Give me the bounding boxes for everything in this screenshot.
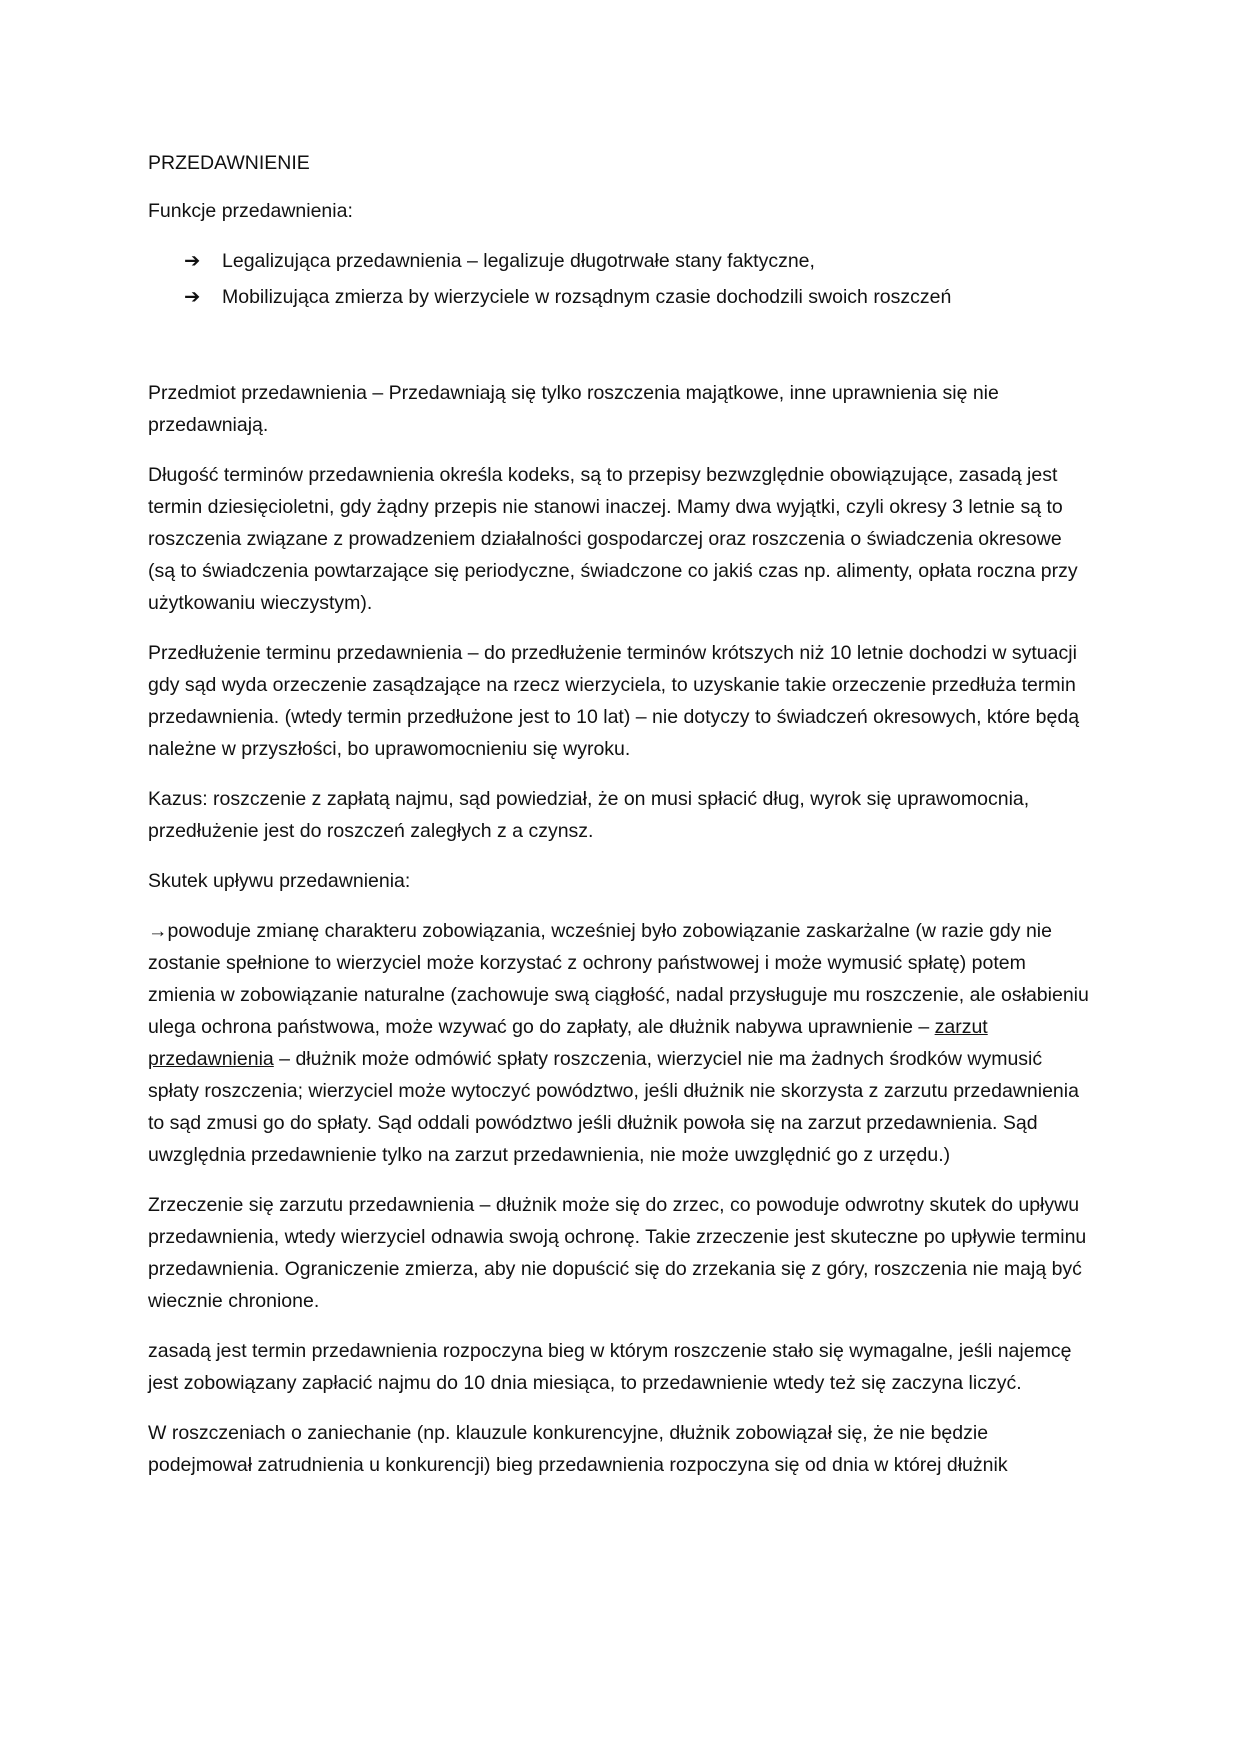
paragraph-zrzeczenie: Zrzeczenie się zarzutu przedawnienia – dłużnik może się do zrzec, co powoduje odwrotny skutek do upływu przedawnienia, wtedy wierzyciel odnawia swoją ochronę. Takie zrzeczenie jest skuteczne po upływie terminu przedawnienia. Ograniczenie zmierza, aby nie dopuścić się do zrzekania się z góry, roszczenia nie mają być wiecznie chronione.	[148, 1194, 1087, 1312]
list-item	[184, 281, 1090, 313]
paragraph-skutek-part1: powoduje zmianę charakteru zobowiązania, wcześniej było zobowiązanie zaskarżalne (w razie gdy nie zostanie spełnione to wierzyciel może korzystać z ochrony państwowej i może wymusić spłatę) potem zmienia w zobowiązanie naturalne (zachowuje swą ciągłość, nadal przysługuje mu roszczenie, ale osłabieniu ulega ochrona państwowa, może wzywać go do zapłaty, ale dłużnik nabywa uprawnienie –	[148, 920, 1089, 1038]
arrow-right-icon: ➔	[184, 250, 201, 272]
underlined-term: zarzut przedawnienia	[148, 1016, 988, 1070]
paragraph-przedmiot: Przedmiot przedawnienia – Przedawniają się tylko roszczenia majątkowe, inne uprawnienia się nie przedawniają.	[148, 382, 999, 436]
functions-heading: Funkcje przedawnienia:	[148, 200, 353, 222]
paragraph-zasada: zasadą jest termin przedawnienia rozpoczyna bieg w którym roszczenie stało się wymagalne, jeśli najemcę jest zobowiązany zapłacić najmu do 10 dnia miesiąca, to przedawnienie wtedy też się zaczyna liczyć.	[148, 1340, 1072, 1394]
paragraph-przedluzenie: Przedłużenie terminu przedawnienia – do przedłużenie terminów krótszych niż 10 letnie dochodzi w sytuacji gdy sąd wyda orzeczenie zasądzające na rzecz wierzyciela, to uzyskanie takie orzeczenie przedłuża termin przedawnienia. (wtedy termin przedłużone jest to 10 lat) – nie dotyczy to świadczeń okresowych, które będą należne w przyszłości, bo uprawomocnieniu się wyroku.	[148, 642, 1080, 760]
arrow-right-icon: ➔	[184, 286, 201, 308]
list-item-text: Mobilizująca zmierza by wierzyciele w rozsądnym czasie dochodzili swoich roszczeń	[222, 286, 952, 308]
paragraph-zaniechanie: W roszczeniach o zaniechanie (np. klauzule konkurencyjne, dłużnik zobowiązał się, że nie będzie podejmował zatrudnienia u konkurencji) bieg przedawnienia rozpoczyna się od dnia w której dłużnik	[148, 1422, 1008, 1476]
paragraph-dlugosc: Długość terminów przedawnienia określa kodeks, są to przepisy bezwzględnie obowiązujące, zasadą jest termin dziesięcioletni, gdy żądny przepis nie stanowi inaczej. Mamy dwa wyjątki, czyli okresy 3 letnie są to roszczenia związane z prowadzeniem działalności gospodarczej oraz roszczenia o świadczenia okresowe (są to świadczenia powtarzające się periodyczne, świadczone co jakiś czas np. alimenty, opłata roczna przy użytkowaniu wieczystym).	[148, 464, 1078, 614]
functions-list	[148, 245, 1090, 313]
list-item-text: Legalizująca przedawnienia – legalizuje długotrwałe stany faktyczne,	[222, 250, 815, 272]
skutek-heading: Skutek upływu przedawnienia:	[148, 870, 411, 892]
paragraph-kazus: Kazus: roszczenie z zapłatą najmu, sąd powiedział, że on musi spłacić dług, wyrok się uprawomocnia, przedłużenie jest do roszczeń zaległych z a czynsz.	[148, 788, 1030, 842]
paragraph-skutek-part2: – dłużnik może odmówić spłaty roszczenia, wierzyciel nie ma żadnych środków wymusić spłaty roszczenia; wierzyciel może wytoczyć powództwo, jeśli dłużnik nie skorzysta z zarzutu przedawnienia to sąd zmusi go do spłaty. Sąd oddali powództwo jeśli dłużnik powoła się na zarzut przedawnienia. Sąd uwzględnia przedawnienie tylko na zarzut przedawnienia, nie może uwzględnić go z urzędu.)	[148, 1048, 1079, 1166]
list-item	[184, 245, 1090, 277]
paragraph-skutek	[148, 915, 1090, 1171]
arrow-right-icon: →	[148, 920, 168, 942]
document-title: PRZEDAWNIENIE	[148, 152, 310, 174]
